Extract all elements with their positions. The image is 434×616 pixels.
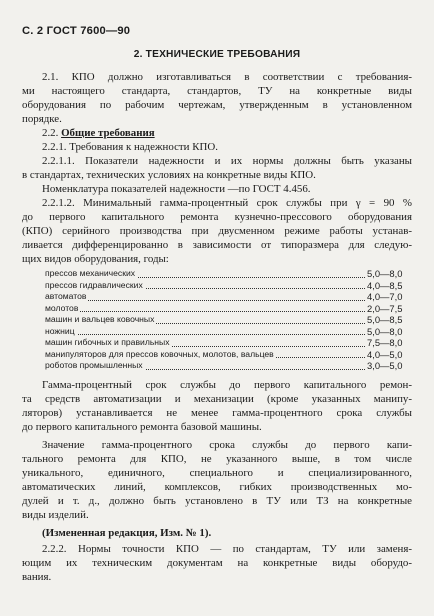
para-value-line: виды изделий. [22, 509, 89, 521]
equipment-value: 5,0—8,5 [367, 314, 403, 325]
equipment-list-item [45, 349, 365, 361]
equipment-value: 3,0—5,0 [367, 360, 403, 371]
para-value-line: Значение гамма-процентного срока службы до первого капи- [42, 439, 412, 451]
equipment-value: 4,0—8,5 [367, 279, 403, 291]
para-2-1-line: ми настоящего стандарта, стандартов, ТУ на конкретные виды [22, 85, 412, 97]
para-2-2-1-1-line: в стандартах, технических условиях на конкретные виды КПО. [22, 169, 316, 181]
equipment-list-item [45, 268, 365, 280]
para-2-2-1-2-line: до первого капитального ремонта кузнечно-прессового оборудования [22, 211, 412, 223]
equipment-list-item [45, 280, 365, 292]
page-header: С. 2 ГОСТ 7600—90 [22, 25, 131, 37]
para-gamma-line: Гамма-процентный срок службы до первого капитального ремон- [42, 379, 412, 391]
equipment-label: молотов [45, 302, 79, 313]
equipment-label: машин гибочных и правильных [45, 337, 170, 347]
para-2-2-1-2-line: ливается дифференцированно в зависимости от типоразмера для следую- [22, 239, 412, 251]
para-2-2-1: 2.2.1. Требования к надежности КПО. [42, 141, 218, 153]
nomenclature-line: Номенклатура показателей надежности —по ГОСТ 4.456. [42, 183, 311, 195]
para-2-2-2-line: вания. [22, 571, 52, 583]
equipment-list-item [45, 291, 365, 303]
section-title: 2. ТЕХНИЧЕСКИЕ ТРЕБОВАНИЯ [133, 49, 301, 60]
revision-note: (Измененная редакция, Изм. № 1). [42, 527, 212, 539]
para-2-2-1-1-line: 2.2.1.1. Показатели надежности и их нормы должны быть указаны [42, 155, 412, 167]
para-gamma-line: до первого капитального ремонта базовой машины. [22, 421, 262, 433]
para-2-2-1-2-line: (КПО) серийного производства при двусменном режиме работы устанав- [22, 225, 412, 237]
para-2-2-2-line: 2.2.2. Нормы точности КПО — по стандартам, ТУ или заменя- [42, 543, 412, 555]
equipment-label: манипуляторов для прессов ковочных, молотов, вальцев [45, 348, 274, 359]
equipment-list-item [45, 360, 365, 372]
equipment-value: 4,0—7,0 [367, 291, 403, 302]
para-2-1-line: оборудования по рабочим чертежам, утвержденным в установленном [22, 99, 412, 111]
equipment-value: 7,5—8,0 [367, 337, 403, 348]
equipment-label: роботов промышленных [45, 360, 143, 370]
subsection-number: 2.2. [42, 127, 59, 139]
equipment-list-item [45, 314, 365, 326]
equipment-label: ножниц [45, 325, 75, 336]
equipment-list-item [45, 303, 365, 315]
para-2-2-1-2-line: щих видов оборудования, годы: [22, 253, 169, 265]
equipment-value: 4,0—5,0 [367, 348, 403, 360]
equipment-list-item [45, 326, 365, 338]
equipment-value: 2,0—7,5 [367, 302, 403, 314]
para-value-line: дулей и т. д., должно быть установлено в ТУ или ТЗ на конкретные [22, 495, 412, 507]
equipment-label: машин и вальцев ковочных [45, 314, 155, 324]
equipment-list-item [45, 337, 365, 349]
equipment-label: прессов гидравлических [45, 279, 143, 290]
para-gamma-line: та средств автоматизации и механизации (кроме указанных манипу- [22, 393, 412, 405]
para-2-2-2-line: ющим их техническим документам на конкретные виды оборудо- [22, 557, 412, 569]
para-value-line: автоматических линий, комплексов, гибких производственных мо- [22, 481, 412, 493]
para-2-1-line: 2.1. КПО должно изготавливаться в соответствии с требования- [42, 71, 412, 83]
para-value-line: уникального, единичного, специального и специализированного, [22, 467, 412, 479]
subsection-title: Общие требования [61, 127, 155, 139]
equipment-value: 5,0—8,0 [367, 268, 403, 279]
para-2-2-1-2-line: 2.2.1.2. Минимальный гамма-процентный срок службы при γ = 90 % [42, 197, 412, 209]
equipment-label: автоматов [45, 291, 87, 301]
equipment-value: 5,0—8,0 [367, 325, 403, 337]
para-2-1-line: порядке. [22, 113, 62, 125]
para-gamma-line: ляторов) устанавливается не менее гамма-процентного срока службы [22, 407, 412, 419]
subsection-heading [42, 126, 412, 140]
equipment-label: прессов механических [45, 268, 136, 278]
para-value-line: тального ремонта для КПО, не указанного выше, в том числе [22, 453, 412, 465]
